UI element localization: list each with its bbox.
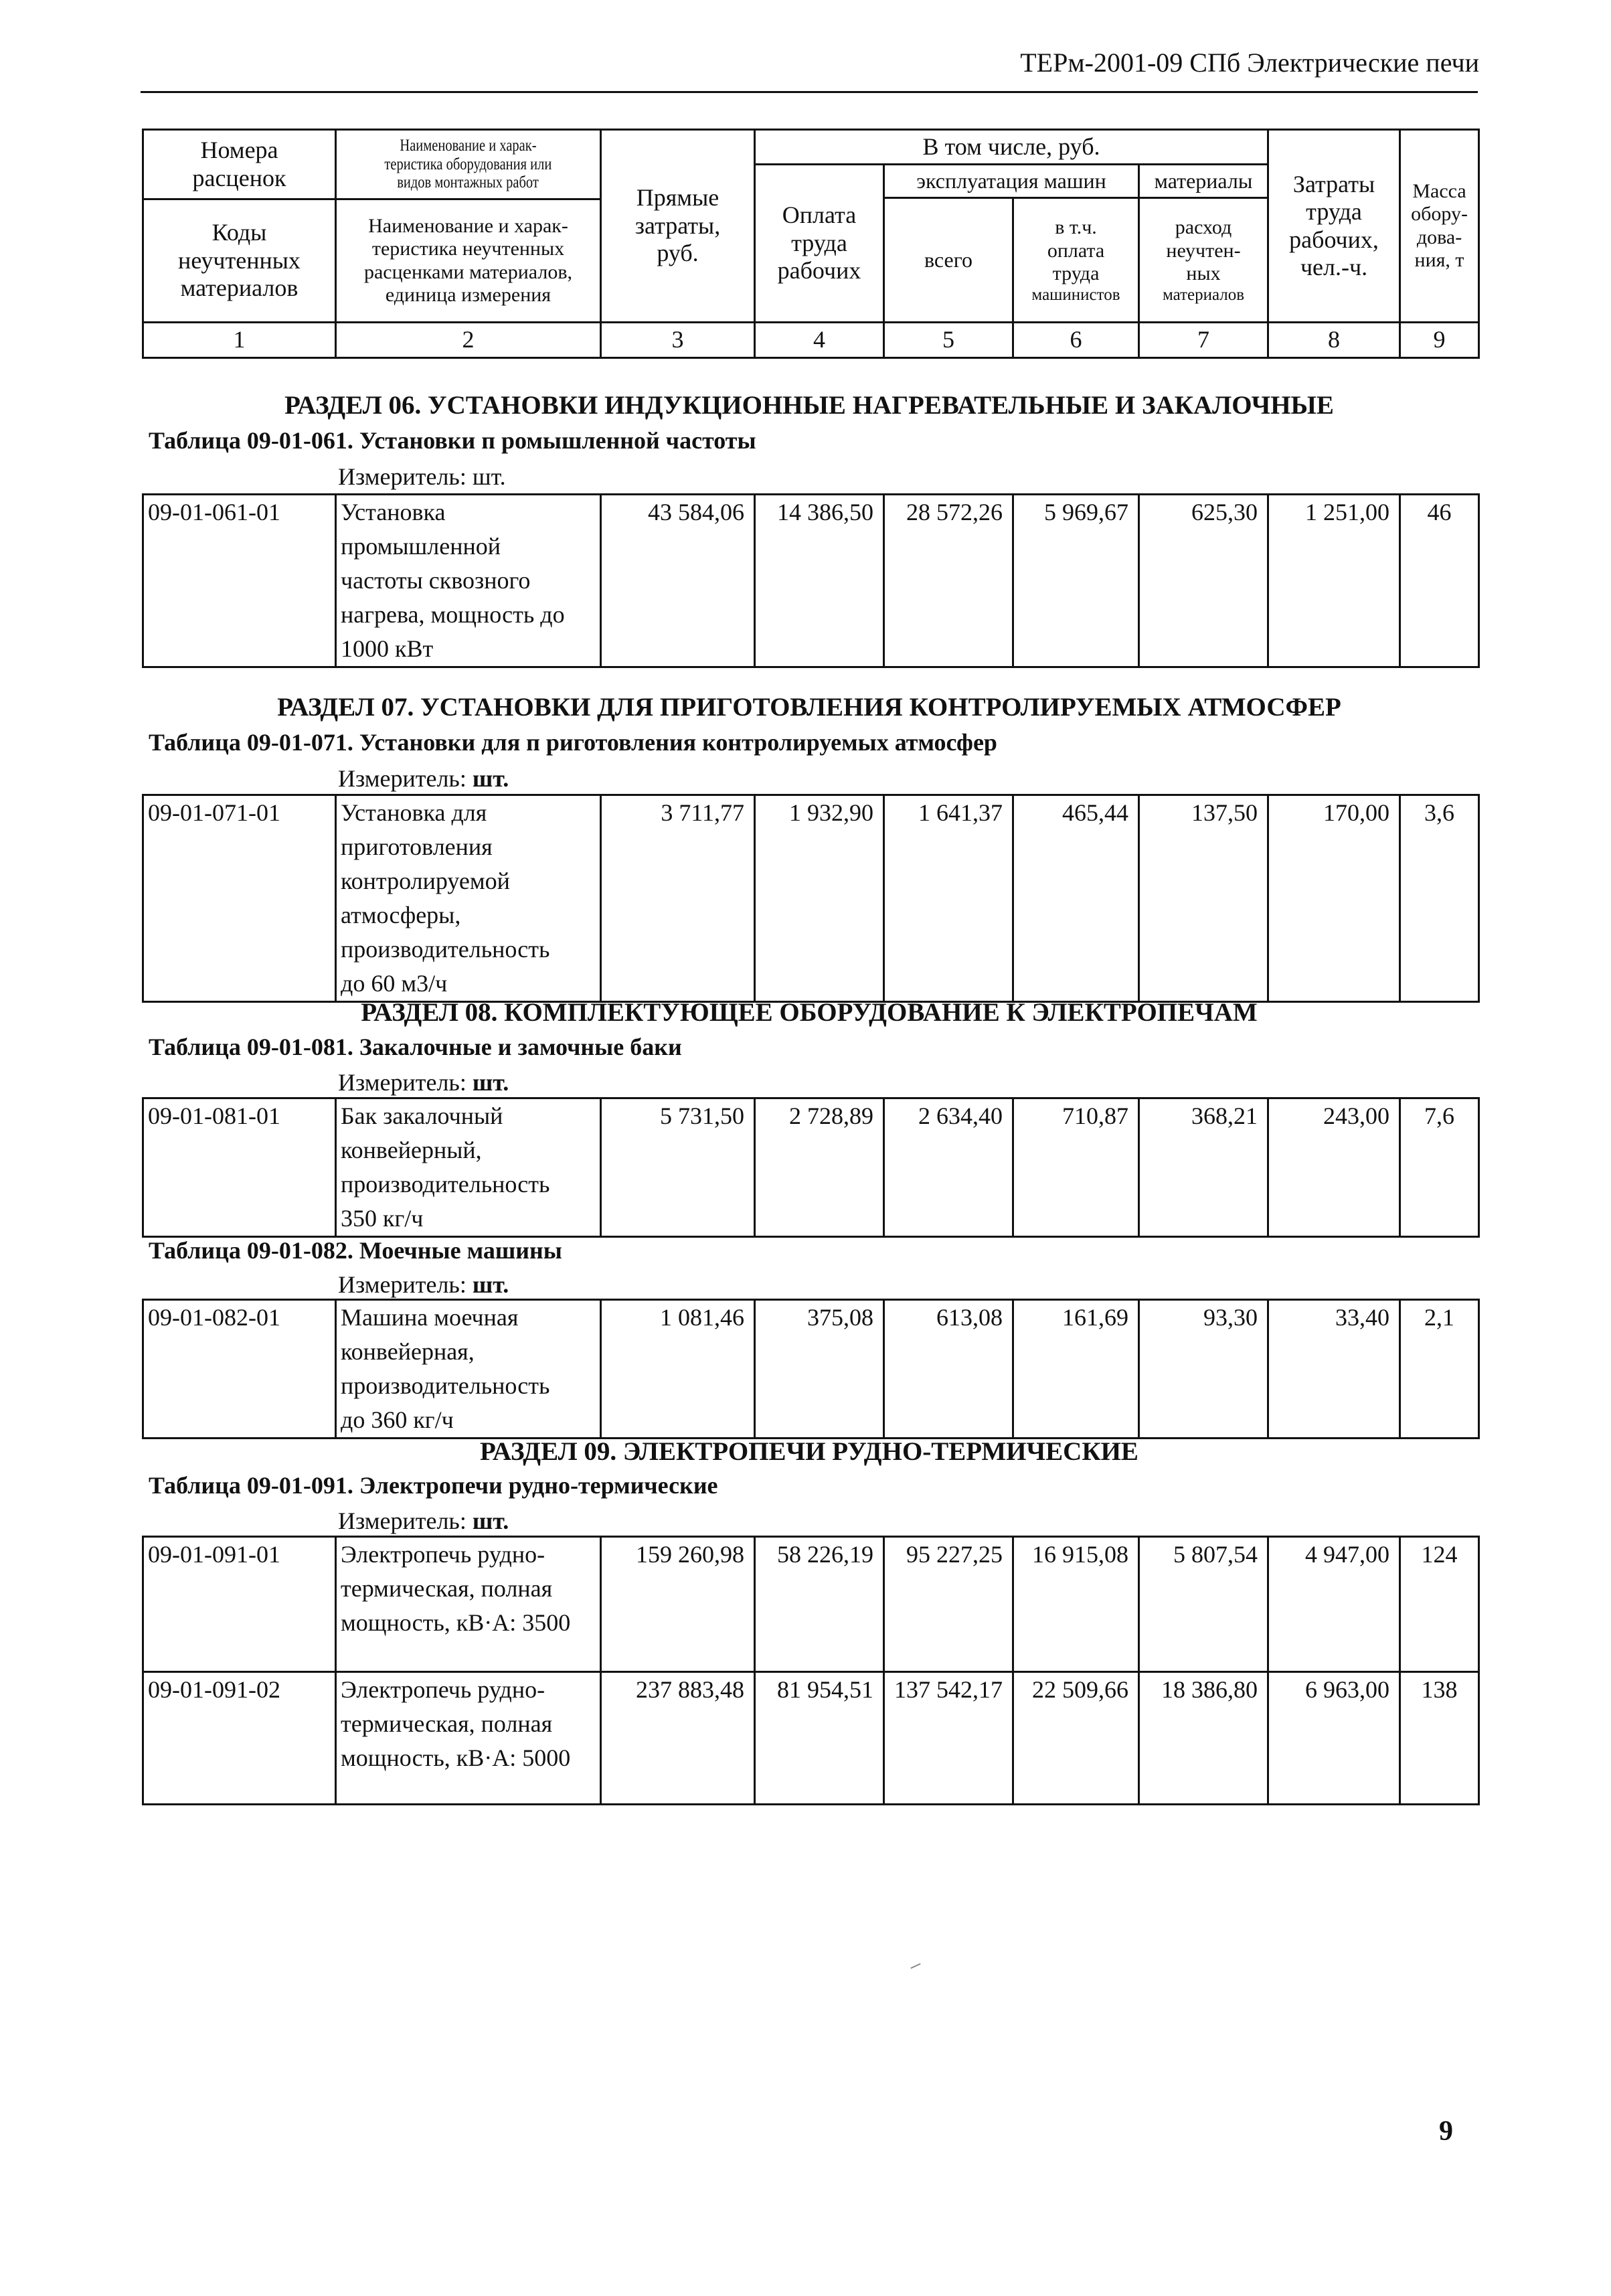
measure-unit: Измеритель: шт.	[338, 463, 506, 490]
rates-table	[142, 1536, 1480, 1805]
col-number: 8	[1268, 323, 1400, 358]
machines-total-value: 137 542,17	[884, 1672, 1013, 1805]
section-title: РАЗДЕЛ 06. УСТАНОВКИ ИНДУКЦИОННЫЕ НАГРЕВАТЕЛЬНЫЕ И ЗАКАЛОЧНЫЕ	[284, 391, 1334, 420]
measure-unit: Измеритель: шт.	[338, 1507, 509, 1534]
table-title: Таблица 09-01-082. Моечные машины	[149, 1237, 562, 1264]
machinist-pay-value: 161,69	[1013, 1300, 1139, 1439]
worker-pay-value: 1 932,90	[755, 795, 884, 1002]
column-header-table	[142, 129, 1480, 359]
worker-pay-header: Оплата труда рабочих	[755, 165, 884, 323]
in-total-header: В том числе, руб.	[755, 130, 1268, 165]
machinist-pay-value: 465,44	[1013, 795, 1139, 1002]
materials-value: 5 807,54	[1139, 1537, 1268, 1672]
machinist-pay-value: 710,87	[1013, 1098, 1139, 1237]
col1-bottom-header: Коды неучтенных материалов	[143, 199, 336, 323]
rates-table	[142, 1097, 1480, 1238]
equipment-mass-header: Масса обору- дова- ния, т	[1400, 130, 1479, 323]
col-number: 2	[336, 323, 601, 358]
machinist-pay-header: в т.ч. оплата труда машинистов	[1013, 198, 1139, 323]
rate-name: Установка для приготовления контролируемой атмосферы, производительность до 60 м3/ч	[336, 795, 601, 1002]
direct-costs-value: 1 081,46	[601, 1300, 755, 1439]
mass-value: 46	[1400, 495, 1479, 667]
section-title: РАЗДЕЛ 08. КОМПЛЕКТУЮЩЕЕ ОБОРУДОВАНИЕ К ЭЛЕКТРОПЕЧАМ	[361, 998, 1258, 1027]
machines-total-header: всего	[884, 198, 1013, 323]
measure-unit: Измеритель: шт.	[338, 1271, 509, 1298]
worker-pay-value: 81 954,51	[755, 1672, 884, 1805]
rate-code: 09-01-082-01	[143, 1300, 336, 1439]
materials-header: материалы	[1139, 165, 1268, 198]
machine-operation-header: эксплуатация машин	[884, 165, 1139, 198]
worker-pay-value: 14 386,50	[755, 495, 884, 667]
measure-unit: Измеритель: шт.	[338, 1069, 509, 1096]
col2-bottom-header: Наименование и харак- теристика неучтенных расценками материалов, единица измерения	[336, 199, 601, 323]
materials-value: 625,30	[1139, 495, 1268, 667]
mass-value: 2,1	[1400, 1300, 1479, 1439]
direct-costs-value: 43 584,06	[601, 495, 755, 667]
table-row	[143, 1300, 1479, 1439]
scan-artifact	[910, 1963, 920, 1969]
rates-table	[142, 1299, 1480, 1439]
rate-code: 09-01-091-01	[143, 1537, 336, 1672]
machines-total-value: 613,08	[884, 1300, 1013, 1439]
rates-table	[142, 794, 1480, 1003]
direct-costs-value: 5 731,50	[601, 1098, 755, 1237]
rate-name: Электропечь рудно- термическая, полная мощность, кВ·А: 5000	[336, 1672, 601, 1805]
col-number: 1	[143, 323, 336, 358]
page-number: 9	[1439, 2116, 1453, 2147]
mass-value: 3,6	[1400, 795, 1479, 1002]
labor-hours-value: 243,00	[1268, 1098, 1400, 1237]
table-title: Таблица 09-01-081. Закалочные и замочные баки	[149, 1034, 682, 1060]
direct-costs-header: Прямые затраты, руб.	[601, 130, 755, 323]
rate-code: 09-01-071-01	[143, 795, 336, 1002]
labor-hours-value: 33,40	[1268, 1300, 1400, 1439]
rate-name: Установка промышленной частоты сквозного нагрева, мощность до 1000 кВт	[336, 495, 601, 667]
col-number: 3	[601, 323, 755, 358]
table-row	[143, 1537, 1479, 1672]
measure-unit: Измеритель: шт.	[338, 765, 509, 792]
rate-name: Машина моечная конвейерная, производительность до 360 кг/ч	[336, 1300, 601, 1439]
col-number: 6	[1013, 323, 1139, 358]
worker-pay-value: 375,08	[755, 1300, 884, 1439]
machinist-pay-value: 22 509,66	[1013, 1672, 1139, 1805]
section-title: РАЗДЕЛ 09. ЭЛЕКТРОПЕЧИ РУДНО-ТЕРМИЧЕСКИЕ	[480, 1437, 1138, 1466]
rate-code: 09-01-061-01	[143, 495, 336, 667]
col1-top-header: Номера расценок	[143, 130, 336, 199]
table-row	[143, 1672, 1479, 1805]
mass-value: 124	[1400, 1537, 1479, 1672]
table-row	[143, 1098, 1479, 1237]
labor-hours-value: 1 251,00	[1268, 495, 1400, 667]
table-row	[143, 795, 1479, 1002]
worker-pay-value: 58 226,19	[755, 1537, 884, 1672]
materials-value: 368,21	[1139, 1098, 1268, 1237]
mass-value: 7,6	[1400, 1098, 1479, 1237]
machinist-pay-value: 5 969,67	[1013, 495, 1139, 667]
direct-costs-value: 237 883,48	[601, 1672, 755, 1805]
labor-hours-header: Затраты труда рабочих, чел.-ч.	[1268, 130, 1400, 323]
rate-code: 09-01-091-02	[143, 1672, 336, 1805]
rates-table	[142, 493, 1480, 668]
col2-top-header: Наименование и харак- теристика оборудования или видов монтажных работ	[336, 130, 601, 199]
table-title: Таблица 09-01-091. Электропечи рудно-термические	[149, 1472, 718, 1499]
direct-costs-value: 159 260,98	[601, 1537, 755, 1672]
machines-total-value: 95 227,25	[884, 1537, 1013, 1672]
labor-hours-value: 4 947,00	[1268, 1537, 1400, 1672]
header-rule	[141, 91, 1478, 93]
machines-total-value: 2 634,40	[884, 1098, 1013, 1237]
table-row	[143, 495, 1479, 667]
machines-total-value: 1 641,37	[884, 795, 1013, 1002]
rate-name: Бак закалочный конвейерный, производительность 350 кг/ч	[336, 1098, 601, 1237]
materials-value: 93,30	[1139, 1300, 1268, 1439]
rate-code: 09-01-081-01	[143, 1098, 336, 1237]
section-title: РАЗДЕЛ 07. УСТАНОВКИ ДЛЯ ПРИГОТОВЛЕНИЯ КОНТРОЛИРУЕМЫХ АТМОСФЕР	[277, 693, 1341, 722]
document-header: ТЕРм-2001-09 СПб Электрические печи	[1020, 48, 1479, 78]
col-number: 9	[1400, 323, 1479, 358]
machinist-pay-value: 16 915,08	[1013, 1537, 1139, 1672]
col-number: 4	[755, 323, 884, 358]
direct-costs-value: 3 711,77	[601, 795, 755, 1002]
unaccounted-materials-header: расход неучтен- ных материалов	[1139, 198, 1268, 323]
col-number: 5	[884, 323, 1013, 358]
materials-value: 18 386,80	[1139, 1672, 1268, 1805]
col-number: 7	[1139, 323, 1268, 358]
worker-pay-value: 2 728,89	[755, 1098, 884, 1237]
labor-hours-value: 6 963,00	[1268, 1672, 1400, 1805]
table-title: Таблица 09-01-071. Установки для п риготовления контролируемых атмосфер	[149, 729, 997, 756]
machines-total-value: 28 572,26	[884, 495, 1013, 667]
rate-name: Электропечь рудно- термическая, полная мощность, кВ·А: 3500	[336, 1537, 601, 1672]
labor-hours-value: 170,00	[1268, 795, 1400, 1002]
materials-value: 137,50	[1139, 795, 1268, 1002]
table-title: Таблица 09-01-061. Установки п ромышленной частоты	[149, 427, 756, 454]
mass-value: 138	[1400, 1672, 1479, 1805]
